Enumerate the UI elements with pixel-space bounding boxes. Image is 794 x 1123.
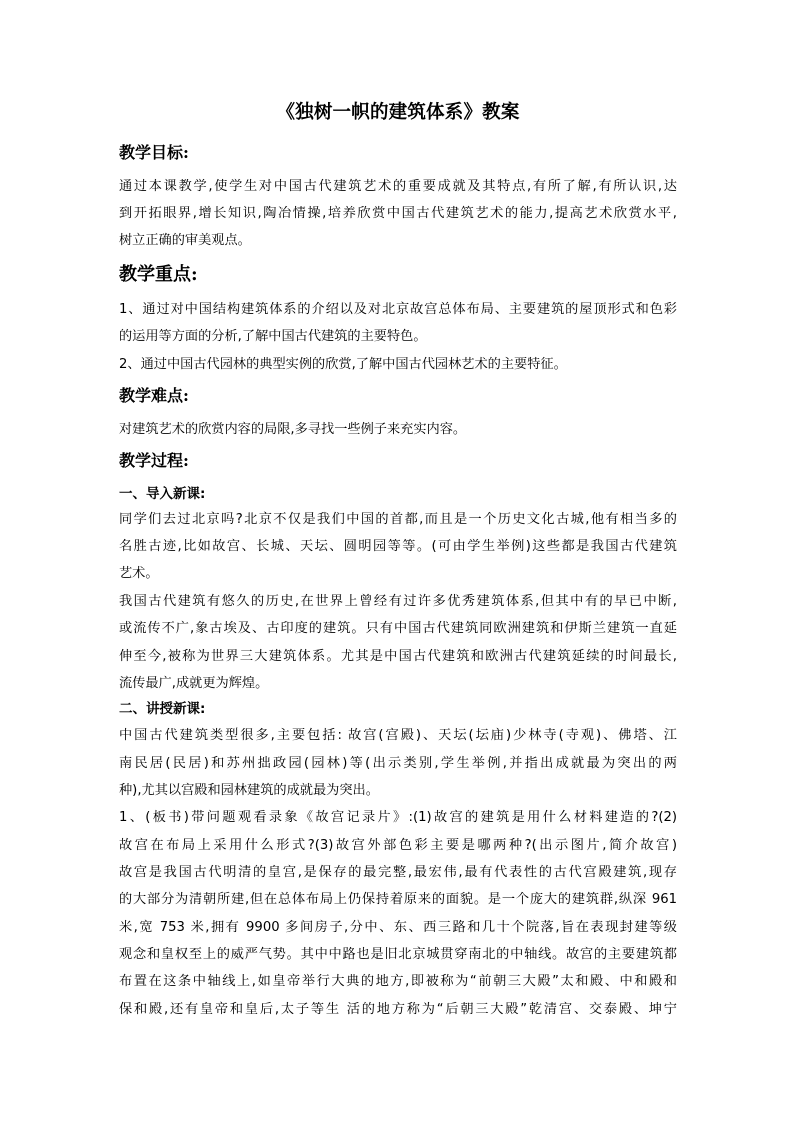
lecture-line: 南民居(民居)和苏州拙政园(园林)等(出示类别,学生举例,并指出成就最为突出的两	[119, 756, 677, 771]
document-title: 《独树一帜的建筑体系》教案	[276, 102, 520, 123]
intro-line: 或流传不广,象古埃及、古印度的建筑。只有中国古代建筑同欧洲建筑和伊斯兰建筑一直延	[119, 621, 677, 636]
intro-line: 我国古代建筑有悠久的历史,在世界上曾经有过许多优秀建筑体系,但其中有的早已中断,	[119, 594, 677, 609]
intro-line: 艺术。	[119, 566, 159, 581]
intro-line: 流传最广,成就更为辉煌。	[119, 676, 269, 691]
lecture-line: 1、(板书)带问题观看录象《故宫记录片》:(1)故宫的建筑是用什么材料建造的?(2)	[119, 810, 677, 825]
intro-heading: 一、导入新课:	[119, 486, 206, 502]
goals-line: 到开拓眼界,增长知识,陶冶情操,培养欣赏中国古代建筑艺术的能力,提高艺术欣赏水平,	[119, 206, 677, 221]
intro-line: 伸至今,被称为世界三大建筑体系。尤其是中国古代建筑和欧洲古代建筑延续的时间最长,	[119, 649, 677, 664]
lecture-line: 米,宽 753 米,拥有 9900 多间房子,分中、东、西三路和几十个院落,旨在表现封建等级	[119, 920, 677, 935]
keypoints-line: 1、通过对中国结构建筑体系的介绍以及对北京故宫总体布局、主要建筑的屋顶形式和色彩	[119, 302, 677, 317]
lecture-line: 故宫是我国古代明清的皇宫,是保存的最完整,最宏伟,最有代表性的古代宫殿建筑,现存	[119, 865, 677, 880]
lecture-line: 保和殿,还有皇帝和皇后,太子等生 活的地方称为“后朝三大殿”乾清宫、交泰殿、坤宁	[119, 1002, 677, 1017]
process-heading: 教学过程:	[119, 451, 189, 470]
keypoints-line: 2、通过中国古代园林的典型实例的欣赏,了解中国古代园林艺术的主要特征。	[119, 357, 567, 372]
lecture-line: 布置在这条中轴线上,如皇帝举行大典的地方,即被称为“前朝三大殿”太和殿、中和殿和	[119, 974, 677, 989]
difficulties-heading: 教学难点:	[119, 386, 189, 405]
lecture-line: 的大部分为清朝所建,但在总体布局上仍保持着原来的面貌。是一个庞大的建筑群,纵深 961	[119, 892, 677, 907]
keypoints-heading: 教学重点:	[119, 264, 198, 285]
keypoints-line: 的运用等方面的分析,了解中国古代建筑的主要特色。	[119, 329, 427, 344]
lecture-line: 故宫在布局上采用什么形式?(3)故宫外部色彩主要是哪两种?(出示图片,简介故宫)	[119, 838, 677, 853]
intro-line: 名胜古迹,比如故宫、长城、天坛、圆明园等等。(可由学生举例)这些都是我国古代建筑	[119, 539, 677, 554]
lecture-line: 种),尤其以宫殿和园林建筑的成就最为突出。	[119, 783, 379, 798]
difficulties-line: 对建筑艺术的欣赏内容的局限,多寻找一些例子来充实内容。	[119, 422, 467, 437]
goals-heading: 教学目标:	[119, 143, 189, 162]
intro-line: 同学们去过北京吗?北京不仅是我们中国的首都,而且是一个历史文化古城,他有相当多的	[119, 512, 677, 527]
goals-line: 树立正确的审美观点。	[119, 233, 251, 248]
lecture-heading: 二、讲授新课:	[119, 701, 206, 717]
lecture-line: 观念和皇权至上的威严气势。其中中路也是旧北京城贯穿南北的中轴线。故宫的主要建筑都	[119, 947, 677, 962]
lecture-line: 中国古代建筑类型很多,主要包括: 故宫(宫殿)、天坛(坛庙)少林寺(寺观)、佛塔、江	[119, 728, 677, 743]
goals-line: 通过本课教学,使学生对中国古代建筑艺术的重要成就及其特点,有所了解,有所认识,达	[119, 179, 677, 194]
